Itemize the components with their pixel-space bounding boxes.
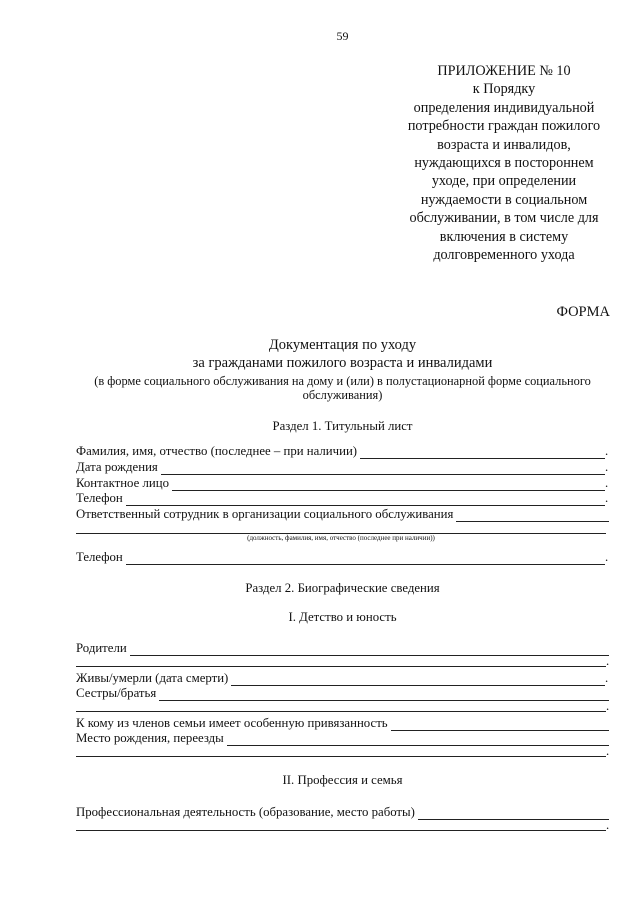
line-dot: .: [605, 671, 609, 685]
field-alive-dead[interactable]: [76, 670, 609, 686]
line-dot: .: [605, 460, 609, 474]
field-label: Родители: [76, 641, 127, 655]
parents-line2[interactable]: [76, 665, 606, 667]
field-label: К кому из членов семьи имеет особенную привязанность: [76, 716, 388, 730]
field-full-name[interactable]: [76, 443, 609, 459]
siblings-line2[interactable]: [76, 710, 606, 712]
responsible-caption: (должность, фамилия, имя, отчество (последнее при наличии)): [247, 534, 435, 542]
field-label: Сестры/братья: [76, 686, 157, 700]
appendix-line: ПРИЛОЖЕНИЕ № 10: [437, 63, 571, 79]
line-dot: .: [605, 491, 609, 505]
field-phone[interactable]: [76, 490, 609, 506]
line-dot: .: [606, 699, 610, 713]
document-subtitle-line2: обслуживания): [302, 388, 383, 402]
appendix-line: определения индивидуальной: [413, 99, 595, 116]
document-title: Документация по уходу: [268, 337, 417, 353]
birthplace-line2[interactable]: [76, 755, 606, 757]
line-dot: .: [606, 744, 610, 758]
appendix-line: обслуживании, в том числе для: [409, 210, 599, 227]
field-label: Телефон: [76, 550, 123, 564]
input-line[interactable]: [161, 463, 605, 475]
field-label: Профессиональная деятельность (образование, место работы): [76, 805, 415, 819]
input-line[interactable]: [418, 808, 609, 820]
field-parents[interactable]: [76, 640, 609, 656]
input-line[interactable]: [360, 447, 605, 459]
field-label: Контактное лицо: [76, 476, 169, 490]
line-dot: .: [605, 550, 609, 564]
line-dot: .: [605, 444, 609, 458]
field-label: Дата рождения: [76, 460, 158, 474]
field-siblings[interactable]: [76, 685, 609, 701]
section2-heading: Раздел 2. Биографические сведения: [245, 581, 440, 595]
field-phone2[interactable]: [76, 549, 609, 565]
line-dot: .: [606, 654, 610, 668]
field-label: Телефон: [76, 491, 123, 505]
input-line[interactable]: [159, 689, 609, 701]
appendix-line: включения в систему: [439, 228, 569, 245]
appendix-header: [390, 62, 618, 264]
appendix-line: возраста и инвалидов,: [437, 136, 571, 153]
subsection2-heading: II. Профессия и семья: [282, 773, 403, 787]
field-responsible[interactable]: [76, 506, 609, 522]
appendix-line: уходе, при определении: [431, 173, 577, 190]
field-profession[interactable]: [76, 804, 609, 820]
input-line[interactable]: [130, 644, 609, 656]
form-label: ФОРМА: [556, 304, 610, 320]
document-subtitle: (в форме социального обслуживания на дому и (или) в полустационарной форме социального: [94, 374, 591, 388]
input-line[interactable]: [227, 734, 609, 746]
appendix-line: долговременного ухода: [433, 247, 575, 264]
document-title-line2: за гражданами пожилого возраста и инвалидами: [192, 355, 493, 371]
profession-line2[interactable]: [76, 829, 606, 831]
appendix-line: потребности граждан пожилого: [407, 118, 601, 135]
field-birth-date[interactable]: [76, 459, 609, 475]
appendix-line: к Порядку: [472, 81, 536, 98]
field-label: Фамилия, имя, отчество (последнее – при наличии): [76, 444, 358, 458]
appendix-line: нуждаемости в социальном: [420, 191, 588, 208]
line-dot: .: [606, 818, 610, 832]
line-dot: .: [605, 476, 609, 490]
subsection1-heading: I. Детство и юность: [288, 610, 397, 624]
input-line[interactable]: [126, 494, 605, 506]
input-line[interactable]: [126, 553, 605, 565]
field-label: Место рождения, переезды: [76, 731, 224, 745]
field-label: Живы/умерли (дата смерти): [76, 671, 229, 685]
field-attachment[interactable]: [76, 715, 609, 731]
field-contact-person[interactable]: [76, 475, 609, 491]
input-line[interactable]: [456, 510, 609, 522]
field-label: Ответственный сотрудник в организации социального обслуживания: [76, 507, 454, 521]
section1-heading: Раздел 1. Титульный лист: [272, 419, 413, 433]
field-birthplace[interactable]: [76, 730, 609, 746]
appendix-line: нуждающихся в постороннем: [414, 155, 594, 172]
page-number: 59: [336, 29, 349, 43]
